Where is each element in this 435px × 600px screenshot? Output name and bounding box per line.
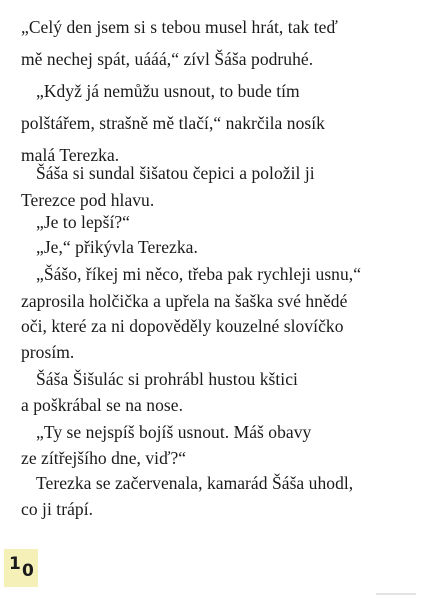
- text-line-4: polštářem, strašně mě tlačí,“ nakrčila nosík: [21, 113, 325, 133]
- text-line-17: ze zítřejšího dne, viď?“: [21, 448, 187, 468]
- text-line-12: oči, které za ni dopověděly kouzelné slovíčko: [21, 316, 344, 336]
- text-line-18: Terezka se začervenala, kamarád Šáša uhodl,: [36, 473, 354, 493]
- page-number-digit-2: 0: [22, 561, 34, 581]
- text-line-5: malá Terezka.: [21, 145, 120, 165]
- text-line-11: zaprosila holčička a upřela na šaška své hnědé: [21, 291, 348, 311]
- text-line-7: Terezce pod hlavu.: [21, 190, 155, 210]
- text-line-15: a poškrábal se na nose.: [21, 395, 183, 415]
- text-line-13: prosím.: [21, 342, 75, 362]
- text-line-16: „Ty se nejspíš bojíš usnout. Máš obavy: [36, 422, 312, 442]
- text-line-8: „Je to lepší?“: [36, 212, 130, 232]
- scan-artifact: [376, 593, 416, 595]
- text-line-6: Šáša si sundal šišatou čepici a položil ji: [36, 163, 315, 183]
- page-number-digit-1: 1: [9, 554, 21, 574]
- text-line-3: „Když já nemůžu usnout, to bude tím: [36, 81, 300, 101]
- text-line-9: „Je,“ přikývla Terezka.: [36, 237, 198, 257]
- text-line-1: „Celý den jsem si s tebou musel hrát, tak teď: [21, 17, 338, 37]
- text-line-19: co ji trápí.: [21, 499, 94, 519]
- text-line-2: mě nechej spát, uááá,“ zívl Šáša podruhé.: [21, 49, 314, 69]
- page-number: [4, 549, 38, 587]
- text-line-10: „Šášo, říkej mi něco, třeba pak rychleji usnu,“: [36, 264, 362, 284]
- text-line-14: Šáša Šišulác si prohrábl hustou kštici: [36, 369, 298, 389]
